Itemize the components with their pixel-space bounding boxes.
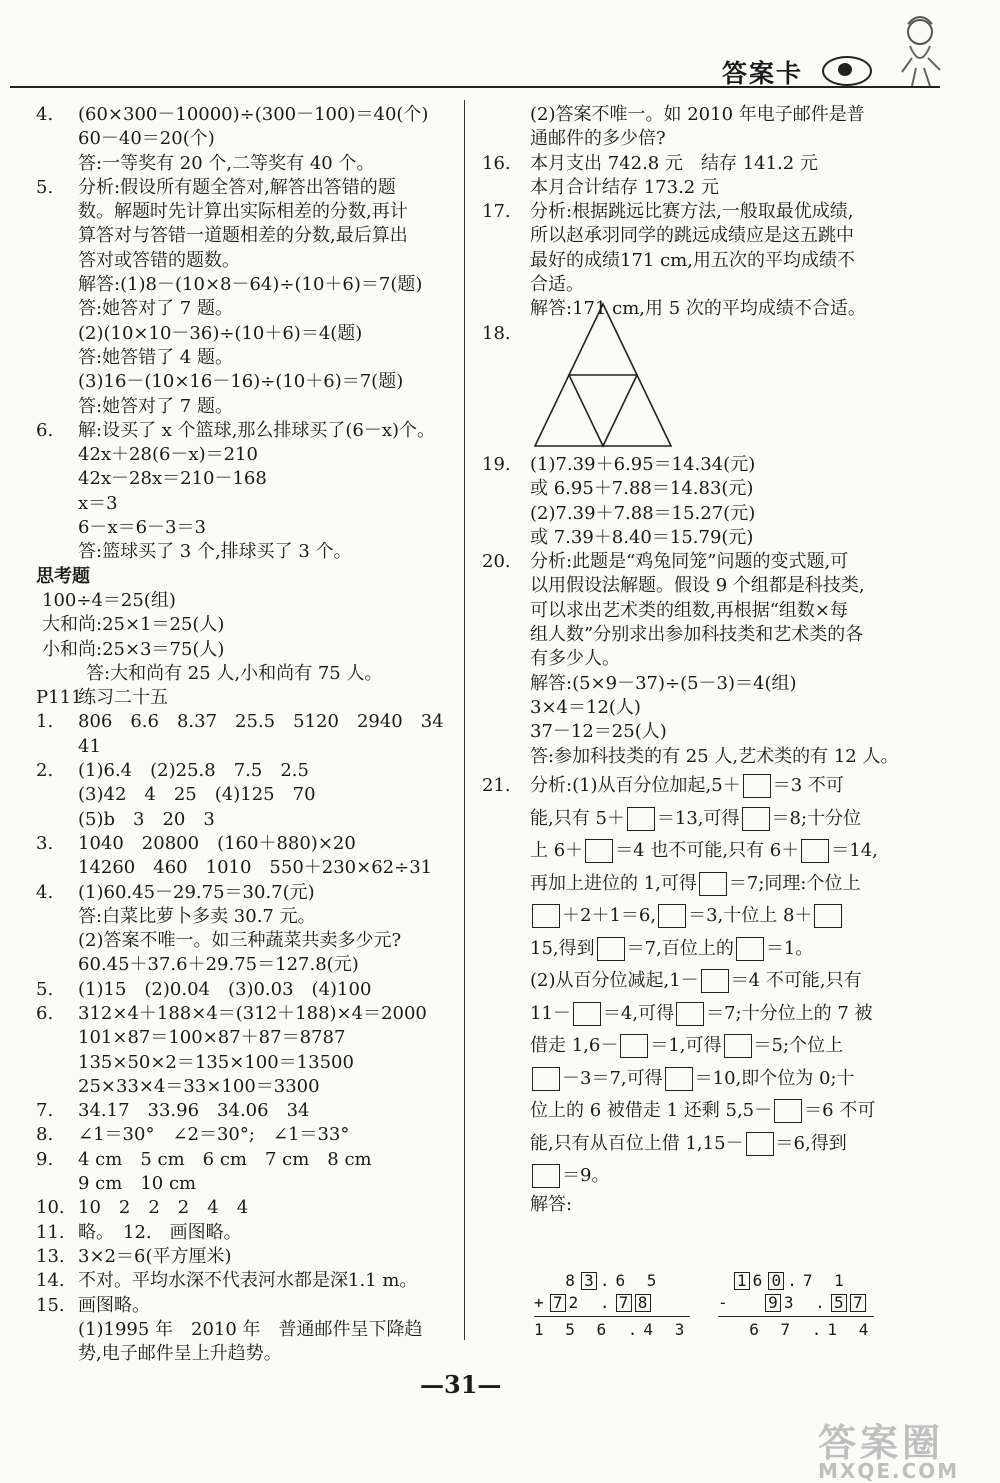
answer-text: 本月合计结存 173.2 元	[530, 176, 719, 198]
answer-text: 小和尚:25×3＝75(人)	[42, 638, 225, 660]
q21-text: ＝4 不可能,只有	[730, 970, 862, 991]
answer-text: 组人数”分别求出参加科技类和艺术类的各	[530, 624, 864, 646]
text-line	[36, 467, 461, 491]
answer-text: 以用假设法解题。假设 9 个组都是科技类,	[530, 575, 865, 597]
text-line	[36, 783, 461, 807]
digit-box: 1	[734, 1272, 750, 1290]
q21-text: ＝3,十位上 8＋	[688, 905, 813, 926]
answer-text: 312×4＋188×4＝(312＋188)×4＝2000	[78, 1002, 427, 1024]
text-line	[36, 1245, 461, 1269]
answer-box	[736, 937, 764, 961]
digit: .6 5	[599, 1271, 663, 1290]
answer-box	[665, 1067, 693, 1091]
answer-text: 37－12＝25(人)	[530, 721, 667, 743]
question-number: 9.	[36, 1148, 54, 1170]
watermark-logo-text: 答案圈	[818, 1421, 945, 1465]
vertical-subtraction	[718, 1270, 874, 1341]
q21-text: ＝14,	[831, 840, 878, 861]
text-line	[36, 224, 461, 248]
answer-box	[701, 969, 729, 993]
answer-text: 3×4＝12(人)	[530, 696, 641, 718]
answer-text: 1040 20800 (160＋880)×20	[78, 832, 356, 854]
text-line	[36, 540, 461, 564]
answer-text: (2)答案不唯一。如 2010 年电子邮件是普	[530, 104, 865, 125]
vertical-addition	[534, 1270, 690, 1341]
answer-text: 可以求出艺术类的组数,再根据“组数×每	[530, 599, 849, 621]
text-line	[36, 1123, 461, 1147]
text-line	[36, 1148, 461, 1172]
answer-text: 41	[78, 735, 101, 757]
q21-text: ＝3 不可	[772, 775, 844, 796]
digit-box: 7	[550, 1294, 566, 1312]
question-number: 18.	[482, 322, 511, 344]
text-line	[482, 647, 992, 671]
answer-box	[699, 872, 727, 896]
answer-box	[676, 1002, 704, 1026]
answer-text: 42x－28x＝210－168	[78, 468, 267, 490]
answer-text: 或 6.95＋7.88＝14.83(元)	[530, 478, 754, 500]
section-heading: 思考题	[36, 565, 90, 587]
answer-text: 或 7.39＋8.40＝15.79(元)	[530, 526, 754, 548]
digit: .7 1	[787, 1271, 850, 1290]
text-line	[482, 550, 992, 574]
question-number: 17.	[482, 201, 511, 223]
answer-text: 34.17 33.96 34.06 34	[78, 1100, 310, 1122]
answer-text: 答:她答对了 7 题。	[78, 298, 233, 320]
question-number: 2.	[36, 760, 54, 782]
question-number: 15.	[36, 1294, 65, 1316]
answer-text: 解答:(1)8－(10×8－64)÷(10＋6)＝7(题)	[78, 274, 423, 296]
answer-box	[774, 1099, 802, 1123]
digit-box: 0	[768, 1272, 784, 1290]
answer-text: 806 6.6 8.37 25.5 5120 2940 34	[78, 711, 444, 733]
text-line	[36, 662, 461, 686]
q21-text: ＋2＋1＝6,	[562, 905, 657, 926]
text-line	[36, 735, 461, 759]
q21-text: ＝1。	[765, 937, 814, 959]
text-line	[36, 1172, 461, 1196]
question-number: 10.	[36, 1197, 65, 1219]
answer-text: 画图略。	[78, 1294, 150, 1316]
q21-text: ＝7;十分位上的 7 被	[706, 1002, 873, 1024]
digit-box: 3	[581, 1272, 597, 1290]
text-line	[36, 1002, 461, 1026]
minus-sign: -	[718, 1293, 734, 1312]
q21-text: ＝7;同理:个位上	[728, 872, 861, 894]
question-number: 19.	[482, 454, 511, 475]
page-number: —31—	[420, 1370, 502, 1399]
digit-box: 7	[616, 1294, 632, 1312]
answer-box	[532, 1067, 560, 1091]
q21-text: ＝5;个位上	[753, 1035, 844, 1056]
answer-box	[801, 839, 829, 863]
text-line	[482, 453, 992, 477]
text-line	[36, 1318, 461, 1342]
answer-box	[724, 1034, 752, 1058]
answer-text: 答:她答对了 7 题。	[78, 395, 233, 417]
text-line	[36, 1196, 461, 1220]
answer-text: 答:白菜比萝卜多卖 30.7 元。	[78, 905, 316, 927]
answer-box	[620, 1034, 648, 1058]
watermark	[818, 1412, 959, 1483]
text-line	[36, 200, 461, 224]
column-divider	[464, 100, 465, 1340]
text-line	[36, 759, 461, 783]
left-column	[36, 103, 461, 1366]
q21-text: ＝4 也不可能,只有 6＋	[615, 840, 800, 861]
digit-box: 7	[850, 1294, 866, 1312]
text-line	[482, 720, 992, 744]
answer-text: 答:参加科技类的有 25 人,艺术类的有 12 人。	[530, 745, 899, 767]
answer-text: 略。 12. 画图略。	[78, 1221, 242, 1243]
text-line	[36, 1221, 461, 1245]
digit: 3 .	[783, 1293, 831, 1312]
answer-text: 3×2＝6(平方厘米)	[78, 1245, 232, 1267]
digit-box: 9	[765, 1294, 781, 1312]
question-number: 5.	[36, 176, 54, 198]
answer-box	[742, 807, 770, 831]
text-line	[36, 686, 461, 710]
answer-text: 分析:此题是“鸡兔同笼”问题的变式题,可	[530, 551, 849, 573]
q21-text: 分析:(1)从百分位加起,5＋	[530, 775, 741, 796]
text-line	[482, 599, 992, 623]
answer-text: 解答:171 cm,用 5 次的平均成绩不合适。	[530, 298, 866, 320]
question-number: 13.	[36, 1245, 65, 1267]
text-line	[36, 127, 461, 151]
text-line	[36, 249, 461, 273]
question-number: 11.	[36, 1221, 65, 1243]
answer-text: 通邮件的多少倍?	[530, 128, 666, 150]
answer-text: 60－40＝20(个)	[78, 128, 215, 150]
q21-text: 上 6＋	[530, 840, 584, 861]
answer-text: x＝3	[78, 492, 118, 514]
text-line	[36, 492, 461, 516]
answer-box	[597, 937, 625, 961]
text-line	[482, 672, 992, 696]
digit: 8	[565, 1271, 581, 1290]
q21-text: 11－	[530, 1002, 571, 1024]
answer-box	[573, 1002, 601, 1026]
q21-text: ＝13,可得	[656, 807, 740, 829]
text-line	[36, 1269, 461, 1293]
answer-text: (2)7.39＋7.88＝15.27(元)	[530, 502, 756, 524]
text-line	[36, 322, 461, 346]
text-line	[36, 1294, 461, 1318]
answer-box	[746, 1132, 774, 1156]
digit-box: 5	[831, 1294, 847, 1312]
answer-text: (1)1995 年 2010 年 普通邮件呈下降趋	[78, 1318, 423, 1340]
text-line	[36, 589, 461, 613]
answer-box	[658, 904, 686, 928]
page-reference: P111	[36, 687, 83, 709]
text-line	[482, 502, 992, 526]
text-line	[482, 127, 992, 151]
header-rule	[10, 86, 940, 88]
text-line	[36, 808, 461, 832]
question-number: 5.	[36, 978, 54, 1000]
answer-box	[743, 774, 771, 798]
answer-text: 4 cm 5 cm 6 cm 7 cm 8 cm	[78, 1148, 372, 1170]
text-line	[36, 1075, 461, 1099]
text-line	[482, 176, 992, 200]
difference-result: 6 7 .1 4	[749, 1320, 875, 1339]
text-line	[36, 1342, 461, 1366]
q21-text: 借走 1,6－	[530, 1035, 619, 1056]
answer-box	[814, 904, 842, 928]
sum-result: 1 5 6 .4 3	[534, 1320, 691, 1339]
q21-text: ＝6 不可	[804, 1100, 876, 1121]
answer-text: (1)7.39＋6.95＝14.34(元)	[530, 454, 756, 475]
answer-text: (1)60.45－29.75＝30.7(元)	[78, 881, 315, 903]
q21-text: (2)从百分位减起,1－	[530, 970, 699, 991]
text-line	[36, 905, 461, 929]
answer-text: 分析:根据跳远比赛方法,一般取最优成绩,	[530, 201, 854, 223]
question-number: 21.	[482, 775, 511, 796]
answer-text: ∠1＝30° ∠2＝30°; ∠1＝33°	[78, 1124, 350, 1146]
triangle-figure	[533, 302, 673, 448]
answer-text: 14260 460 1010 550＋230×62÷31	[78, 857, 433, 879]
section-title: 练习二十五	[78, 687, 168, 709]
text-line	[482, 103, 992, 127]
answer-text: 势,电子邮件呈上升趋势。	[78, 1343, 282, 1365]
text-line	[36, 103, 461, 127]
text-line	[36, 856, 461, 880]
text-line	[36, 419, 461, 443]
answer-text: 解答:(5×9－37)÷(5－3)＝4(组)	[530, 672, 797, 694]
answer-text: 60.45＋37.6＋29.75＝127.8(元)	[78, 954, 359, 976]
answer-text: 答:一等奖有 20 个,二等奖有 40 个。	[78, 152, 375, 174]
answer-text: 100÷4＝25(组)	[42, 589, 176, 611]
text-line	[36, 710, 461, 734]
answer-box	[532, 1164, 560, 1188]
question-number: 6.	[36, 419, 54, 441]
text-line	[36, 370, 461, 394]
question-number: 4.	[36, 881, 54, 903]
answer-box	[532, 904, 560, 928]
digit: 6	[752, 1271, 769, 1290]
text-line	[482, 696, 992, 720]
answer-text: 数。解题时先计算出实际相差的分数,再计	[78, 201, 408, 223]
answer-label: 解答:	[530, 1193, 573, 1215]
answer-text: (5)b 3 20 3	[78, 808, 215, 830]
answer-text: (1)6.4 (2)25.8 7.5 2.5	[78, 760, 309, 782]
cartoon-figure-icon	[890, 10, 950, 90]
text-line	[36, 1099, 461, 1123]
text-line	[482, 526, 992, 550]
text-line	[36, 832, 461, 856]
question-number: 8.	[36, 1124, 54, 1146]
answer-text: 答:大和尚有 25 人,小和尚有 75 人。	[86, 662, 383, 684]
answer-text: (60×300－10000)÷(300－100)＝40(个)	[78, 104, 429, 125]
answer-text: 42x＋28(6－x)＝210	[78, 444, 258, 466]
question-number: 16.	[482, 152, 511, 174]
answer-text: 算答对与答错一道题相差的分数,最后算出	[78, 225, 408, 247]
text-line	[36, 1051, 461, 1075]
q21-text: ＝8;十分位	[771, 807, 862, 829]
question-number: 6.	[36, 1002, 54, 1024]
text-line	[482, 273, 992, 297]
text-line	[482, 200, 992, 224]
digit-box: 8	[635, 1294, 651, 1312]
digit: 2 .	[568, 1293, 616, 1312]
answer-text: 25×33×4＝33×100＝3300	[78, 1075, 320, 1097]
question-number: 3.	[36, 832, 54, 854]
q21-text: ＝7,百位上的	[626, 937, 734, 959]
text-line	[36, 638, 461, 662]
text-line	[482, 574, 992, 598]
difference-line	[718, 1316, 874, 1317]
watermark-url: MXQE.COM	[818, 1459, 960, 1483]
question-number: 7.	[36, 1100, 54, 1122]
text-line	[482, 224, 992, 248]
answer-text: (1)15 (2)0.04 (3)0.03 (4)100	[78, 978, 372, 1000]
answer-text: 答:篮球买了 3 个,排球买了 3 个。	[78, 541, 352, 563]
text-line	[36, 613, 461, 637]
text-line	[482, 249, 992, 273]
eye-logo-icon	[822, 56, 872, 86]
text-line	[482, 477, 992, 501]
question-21	[482, 770, 992, 1217]
text-line	[36, 978, 461, 1002]
q21-text: ＝6,得到	[775, 1132, 847, 1154]
answer-text: (3)16－(10×16－16)÷(10＋6)＝7(题)	[78, 371, 404, 393]
answer-text: 不对。平均水深不代表河水都是深1.1 m。	[78, 1270, 418, 1292]
text-line	[36, 152, 461, 176]
q21-text: 再加上进位的 1,可得	[530, 872, 697, 894]
text-line	[36, 273, 461, 297]
q21-text: 能,只有从百位上借 1,15－	[530, 1132, 744, 1154]
question-number: 14.	[36, 1270, 65, 1292]
answer-text: 大和尚:25×1＝25(人)	[42, 614, 225, 636]
text-line	[482, 623, 992, 647]
q21-text: －3＝7,可得	[562, 1067, 663, 1089]
q21-text: ＝10,即个位为 0;十	[694, 1067, 855, 1089]
answer-text: 所以赵承羽同学的跳远成绩应是这五跳中	[530, 225, 854, 247]
question-number: 4.	[36, 104, 54, 125]
text-line	[36, 516, 461, 540]
text-line	[482, 745, 992, 769]
q21-text: ＝4,可得	[602, 1002, 675, 1024]
q21-text: ＝9。	[562, 1165, 610, 1186]
answer-text: 答:她答错了 4 题。	[78, 346, 233, 368]
text-line	[36, 1026, 461, 1050]
answer-text: 本月支出 742.8 元 结存 141.2 元	[530, 152, 818, 174]
text-line	[36, 881, 461, 905]
answer-box	[627, 807, 655, 831]
answer-text: 答对或答错的题数。	[78, 249, 240, 271]
answer-text: 最好的成绩171 cm,用五次的平均成绩不	[530, 249, 855, 271]
answer-text: (3)42 4 25 (4)125 70	[78, 784, 316, 806]
plus-sign: +	[534, 1293, 550, 1312]
q21-text: 15,得到	[530, 937, 595, 959]
text-line	[36, 565, 461, 589]
header-title: 答案卡	[722, 59, 804, 88]
q21-text: 位上的 6 被借走 1 还剩 5,5－	[530, 1100, 773, 1121]
answer-text: (2)(10×10－36)÷(10＋6)＝4(题)	[78, 322, 363, 344]
text-line	[36, 953, 461, 977]
text-line	[36, 395, 461, 419]
sum-line	[534, 1316, 690, 1317]
q21-text: 能,只有 5＋	[530, 807, 625, 829]
answer-text: 分析:假设所有题全答对,解答出答错的题	[78, 176, 396, 198]
text-line	[36, 297, 461, 321]
section-heading	[36, 686, 168, 710]
answer-text: 有多少人。	[530, 648, 620, 670]
answer-text: 9 cm 10 cm	[78, 1173, 197, 1195]
text-line	[36, 443, 461, 467]
text-line	[36, 929, 461, 953]
question-number: 1.	[36, 711, 54, 733]
answer-text: 合适。	[530, 274, 584, 296]
answer-text: (2)答案不唯一。如三种蔬菜共卖多少元?	[78, 930, 402, 952]
right-column-middle	[482, 453, 992, 769]
answer-text: 解:设买了 x 个篮球,那么排球买了(6－x)个。	[78, 419, 436, 441]
text-line	[36, 176, 461, 200]
text-line	[36, 346, 461, 370]
answer-box	[585, 839, 613, 863]
question-number: 20.	[482, 551, 511, 573]
answer-text: 135×50×2＝135×100＝13500	[78, 1051, 354, 1073]
answer-text: 101×87＝100×87＋87＝8787	[78, 1027, 346, 1049]
q21-text: ＝1,可得	[650, 1035, 722, 1056]
text-line	[482, 152, 992, 176]
answer-text: 6－x＝6－3＝3	[78, 517, 206, 539]
answer-text: 10 2 2 2 4 4	[78, 1197, 249, 1219]
